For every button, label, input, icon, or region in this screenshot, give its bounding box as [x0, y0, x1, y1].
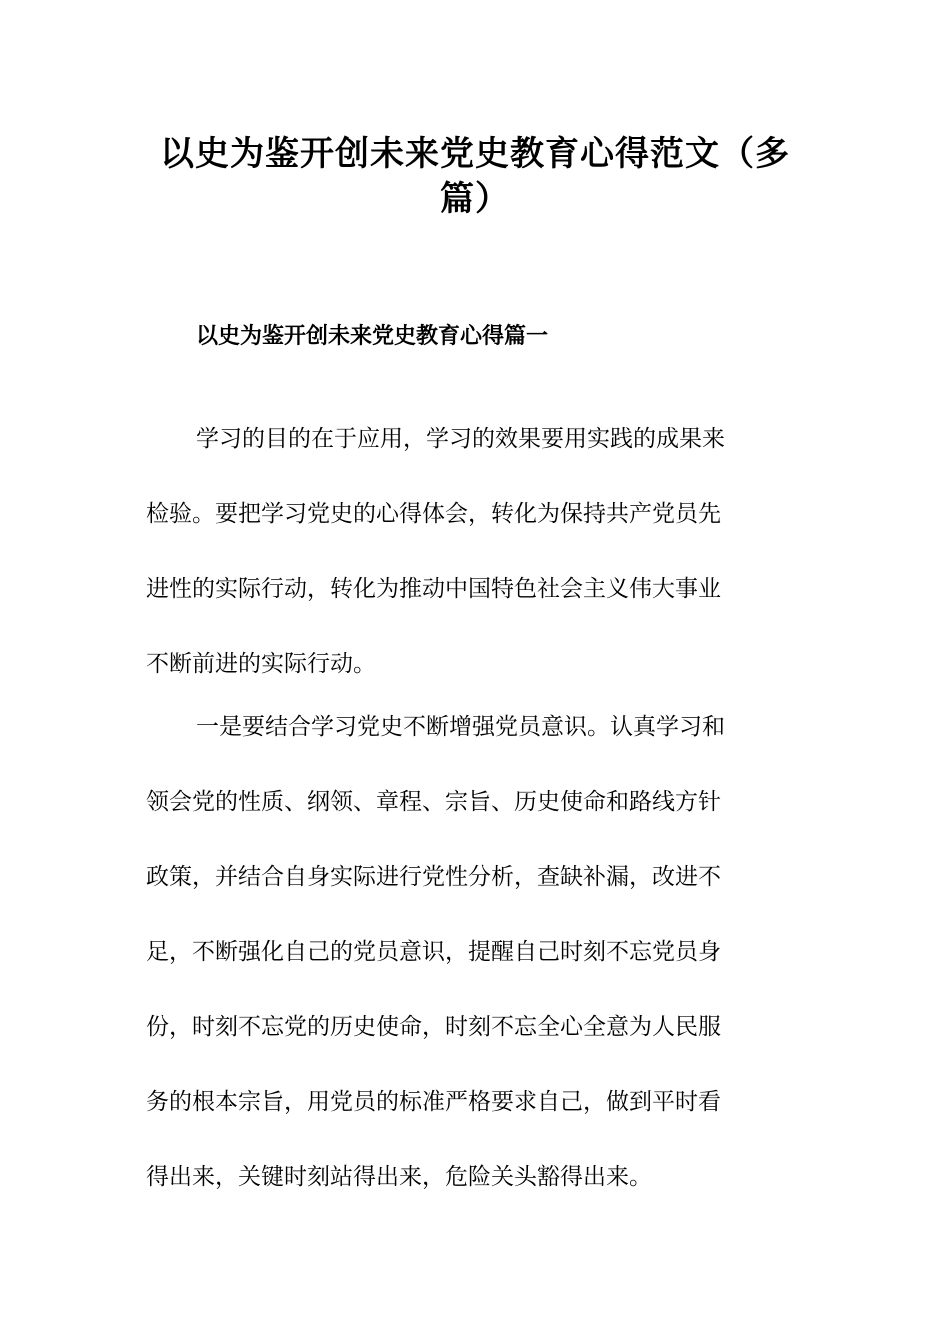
document-title-line-1: 以史为鉴开创未来党史教育心得范文（多: [160, 134, 790, 174]
paragraph-1-line: 检验。要把学习党史的心得体会，转化为保持共产党员先: [146, 501, 721, 527]
paragraph-2-line: 足，不断强化自己的党员意识，提醒自己时刻不忘党员身: [146, 939, 721, 965]
paragraph-2-line: 政策，并结合自身实际进行党性分析，查缺补漏，改进不: [146, 864, 721, 890]
paragraph-2-line: 得出来，关键时刻站得出来，危险关头豁得出来。: [146, 1164, 652, 1190]
section-heading: 以史为鉴开创未来党史教育心得篇一: [196, 324, 549, 349]
paragraph-1-line: 学习的目的在于应用，学习的效果要用实践的成果来: [196, 426, 725, 452]
document-title-line-2: 篇）: [440, 179, 510, 219]
paragraph-1-line: 不断前进的实际行动。: [146, 651, 376, 677]
paragraph-2-line: 份，时刻不忘党的历史使命，时刻不忘全心全意为人民服: [146, 1014, 721, 1040]
paragraph-1-line: 进性的实际行动，转化为推动中国特色社会主义伟大事业: [146, 576, 721, 602]
paragraph-2-line: 领会党的性质、纲领、章程、宗旨、历史使命和路线方针: [146, 789, 721, 815]
paragraph-2-line: 一是要结合学习党史不断增强党员意识。认真学习和: [196, 714, 725, 740]
paragraph-2-line: 务的根本宗旨，用党员的标准严格要求自己，做到平时看: [146, 1089, 721, 1115]
